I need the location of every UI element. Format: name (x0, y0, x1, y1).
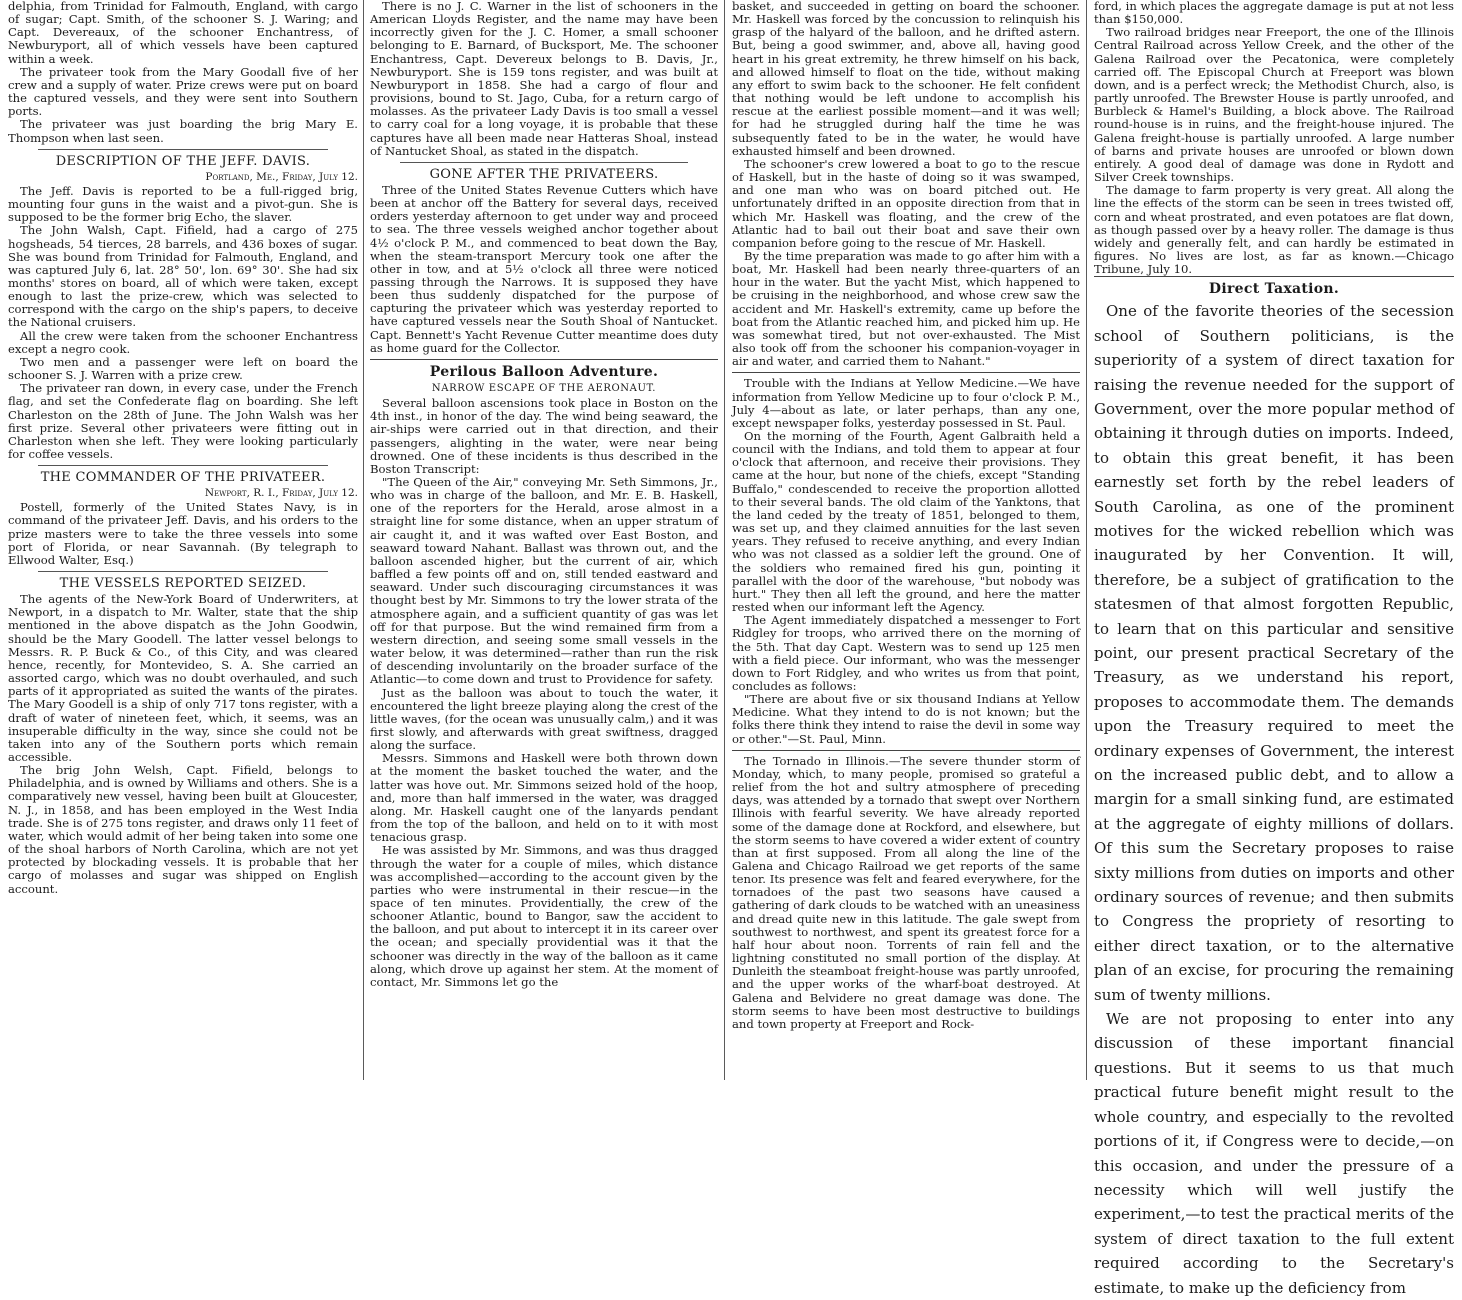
column-3 (728, 0, 1084, 1080)
paragraph: The agents of the New-York Board of Underwriters, at Newport, in a dispatch to Mr. Walter, state that the ship mentioned in the above dispatch as the John Goodwin, should be the Mary Goodell. The latter vessel belongs to Messrs. R. P. Buck & Co., of this City, and was cleared hence, recently, for Montevideo, S. A. She carried an assorted cargo, which was no doubt overhauled, and such parts of it appropriated as suited the wants of the pirates. The Mary Goodell is a ship of only 717 tons register, with a draft of water of nineteen feet, which, it seems, was an insuperable difficulty in the way, since she could not be taken into any of the Southern ports which remain accessible. (8, 592, 358, 764)
paragraph: "The Queen of the Air," conveying Mr. Seth Simmons, Jr., who was in charge of the balloon, and Mr. E. B. Haskell, one of the reporters for the Herald, arose almost in a straight line for some distance, when an upper stratum of air caught it, and it was wafted over East Boston, and seaward toward Nahant. Ballast was thrown out, and the balloon ascended higher, but the current of air, which baffled a few points off and on, still tended eastward and seaward. Under such discouraging circumstances it was thought best by Mr. Simmons to try the lower strata of the atmosphere again, and a sufficient quantity of gas was let off for that purpose. But the wind remained firm from a western direction, and seeing some small vessels in the water below, it was determined—rather than run the risk of descending involuntarily on the broader surface of the Atlantic—to come down and trust to Providence for safety. (370, 475, 718, 687)
paragraph: Messrs. Simmons and Haskell were both thrown down at the moment the basket touched the water, and the latter was hove out. Mr. Simmons seized hold of the hoop, and, more than half immersed in the water, was dragged along. Mr. Haskell caught one of the lanyards pendant from the top of the balloon, and held on to it with most tenacious grasp. (370, 751, 718, 845)
paragraph: Two men and a passenger were left on board the schooner S. J. Warren with a prize crew. (8, 354, 358, 383)
section-headline: THE VESSELS REPORTED SEIZED. (59, 576, 307, 592)
dateline: Portland, Me., Friday, July 12. (205, 170, 358, 183)
divider (38, 465, 328, 466)
article-headline: Direct Taxation. (1208, 281, 1340, 298)
paragraph: The Tornado in Illinois.—The severe thunder storm of Monday, which, to many people, promised so grateful a relief from the hot and sultry atmosphere of preceding days, was attended by a tornado that swept over Northern Illinois with fearful severity. We have already reported some of the damage done at Rockford, and elsewhere, but the storm seems to have covered a wider extent of country than at first supposed. From all along the line of the Galena and Chicago Railroad we get reports of the same tenor. Its presence was felt and feared everywhere, for the tornadoes of the past two seasons have caused a gathering of dark clouds to be watched with an uneasiness and dread quite new in this latitude. The gale swept from southwest to northwest, and spent its greatest force for a half hour about noon. Torrents of rain fell and the lightning constituted no small portion of the display. At Dunleith the steamboat freight-house was partly unroofed, and the upper works of the wharf-boat destroyed. At Galena and Belvidere no great damage was done. The storm seems to have been most destructive to buildings and town property at Freeport and Rock- (732, 753, 1080, 1031)
divider (370, 359, 718, 360)
paragraph: On the morning of the Fourth, Agent Galbraith held a council with the Indians, and told them to appear at four o'clock that afternoon, and receive their provisions. They came at the hour, but none of the chiefs, except "Standing Buffalo," condescended to receive the proportion allotted to their several bands. The old claim of the Yanktons, that the land ceded by the treaty of 1851, belonged to them, was set up, and they claimed annuities for the last seven years. They refused to receive anything, and every Indian who was not classed as a soldier left the ground. One of the soldiers who remained fired his gun, pointing it parallel with the door of the warehouse, "but nobody was hurt." They then all left the ground, and here the matter rested when our informant left the Agency. (732, 429, 1080, 615)
paragraph: One of the favorite theories of the secession school of Southern politicians, is the superiority of a system of direct taxation for raising the revenue needed for the support of Government, over the more popular method of obtaining it through duties on imports. Indeed, to obtain this great benefit, it has been earnestly set forth by the rebel leaders of South Carolina, as one of the prominent motives for the wicked rebellion which was inaugurated by her Convention. It will, therefore, be a subject of gratification to the statesmen of that almost forgotten Republic, to learn that on this particular and sensitive point, our present practical Secretary of the Treasury, as we understand his report, proposes to accommodate them. The demands upon the Treasury required to meet the ordinary expenses of Government, the interest on the increased public debt, and to allow a margin for a small sinking fund, are estimated at the aggregate of eighty millions of dollars. Of this sum the Secretary proposes to raise sixty millions from duties on imports and other ordinary sources of revenue; and then submits to Congress the propriety of resorting to either direct taxation, or to the alternative plan of an excise, for procuring the remaining sum of twenty millions. (1094, 302, 1454, 1004)
tornado-continuation (1094, 0, 1454, 276)
section-headline: DESCRIPTION OF THE JEFF. DAVIS. (55, 153, 311, 169)
paragraph: By the time preparation was made to go after him with a boat, Mr. Haskell had been nearly three-quarters of an hour in the water. But the yacht Mist, which happened to be cruising in the neighborhood, and whose crew saw the accident and Mr. Haskell's extremity, came up before the boat from the Atlantic reached him, and picked him up. He was somewhat tired, but not over-exhausted. The Mist also took off from the schooner his companion-voyager in air and water, and carried them to Nahant." (732, 248, 1080, 369)
paragraph: "There are about five or six thousand Indians at Yellow Medicine. What they intend to do is not known; but the folks there think they intend to raise the devil in some way or other."—St. Paul, Minn. (732, 692, 1080, 746)
divider (38, 149, 328, 150)
dateline: Newport, R. I., Friday, July 12. (204, 487, 358, 500)
divider (38, 571, 328, 572)
paragraph: We are not proposing to enter into any discussion of these important financial questions. But it seems to us that much practical future benefit might result to the whole country, and especially to the revolted portions of it, if Congress were to decide,—on this occasion, and under the pressure of a necessity which will well justify the experiment,—to test the practical merits of the system of direct taxation to the full extent required according to the Secretary's estimate, to make up the deficiency from (1094, 1010, 1454, 1297)
paragraph: He was assisted by Mr. Simmons, and was thus dragged through the water for a couple of miles, which distance was accomplished—according to the account given by the parties who were instrumental in their rescue—in the space of ten minutes. Providentially, the crew of the schooner Atlantic, bound to Bangor, saw the accident to the balloon, and put about to intercept it in its career over the ocean; and specially providential was it that the schooner was directly in the way of the balloon as it came along, which drove up against her stem. At the moment of contact, Mr. Simmons let go the (370, 843, 718, 989)
direct-taxation-article (1094, 276, 1454, 1300)
paragraph: Two railroad bridges near Freeport, the one of the Illinois Central Railroad across Yellow Creek, and the other of the Galena Railroad over the Pecatonica, were completely carried off. The Episcopal Church at Freeport was blown down, and is a perfect wreck; the Methodist Church, also, is partly unroofed. The Brewster House is partly unroofed, and Burbleck & Hamel's Building, a block above. The Railroad round-house is in ruins, and the freight-house injured. The Galena freight-house is partially unroofed. A large number of barns and private houses are unroofed or blown down entirely. A good deal of damage was done in Rydott and Silver Creek townships. (1094, 25, 1454, 185)
section-subheadline: NARROW ESCAPE OF THE AERONAUT. (431, 382, 657, 394)
paragraph: The John Walsh, Capt. Fifield, had a cargo of 275 hogsheads, 54 tierces, 28 barrels, and 436 boxes of sugar. She was bound from Trinidad for Falmouth, England, and was captured July 6, lat. 28° 50', lon. 69° 30'. She had six months' stores on board, all of which were taken, except enough to last the prize-crew, which was selected to correspond with the cargo on the ship's papers, to deceive the National cruisers. (8, 223, 358, 330)
paragraph: The privateer ran down, in every case, under the French flag, and set the Confederate flag on boarding. She left Charleston on the 28th of June. The John Walsh was her first prize. Several other privateers were fitting out in Charleston when she left. They were looking particularly for coffee vessels. (8, 381, 358, 461)
column-2 (366, 0, 722, 1080)
divider (732, 372, 1080, 373)
column-rule (1086, 0, 1087, 1080)
column-4 (1090, 0, 1458, 1297)
paragraph: basket, and succeeded in getting on board the schooner. Mr. Haskell was forced by the concussion to relinquish his grasp of the halyard of the balloon, and he drifted astern. But, being a good swimmer, and, above all, having good heart in his great extremity, he threw himself on his back, and allowed himself to float on the tide, without making any effort to swim back to the schooner. He felt confident that nothing would be left undone to accomplish his rescue at the earliest possible moment—and it was well; for had he struggled during half the time he was subsequently fated to be in the water, he would have exhausted himself and been drowned. (732, 0, 1080, 158)
paragraph: The schooner's crew lowered a boat to go to the rescue of Haskell, but in the haste of doing so it was swamped, and one man who was on board pitched out. He unfortunately drifted in an opposite direction from that in which Mr. Haskell was floating, and the crew of the Atlantic had to bail out their boat and save their own companion before going to the rescue of Mr. Haskell. (732, 156, 1080, 250)
paragraph: The privateer took from the Mary Goodall five of her crew and a supply of water. Prize crews were put on board the captured vessels, and they were sent into Southern ports. (8, 64, 358, 119)
paragraph: Several balloon ascensions took place in Boston on the 4th inst., in honor of the day. The wind being seaward, the air-ships were carried out in that direction, and their passengers, alighting in the water, were near being drowned. One of these incidents is thus described in the Boston Transcript: (370, 396, 718, 476)
paragraph: ford, in which places the aggregate damage is put at not less than $150,000. (1094, 0, 1454, 27)
paragraph: There is no J. C. Warner in the list of schooners in the American Lloyds Register, and the name may have been incorrectly given for the J. C. Homer, a small schooner belonging to E. Barnard, of Bucksport, Me. The schooner Enchantress, Capt. Devereux belongs to B. Davis, Jr., Newburyport. She is 159 tons register, and was built at Newburyport in 1858. She had a cargo of flour and provisions, bound to St. Jago, Cuba, for a return cargo of molasses. As the privateer Lady Davis is too small a vessel to carry coal for a long voyage, it is probable that these captures have all been made near Hatteras Shoal, instead of Nantucket Shoal, as stated in the dispatch. (370, 0, 718, 158)
section-headline: GONE AFTER THE PRIVATEERS. (429, 166, 659, 182)
article-body (1094, 299, 1454, 1300)
paragraph: The Agent immediately dispatched a messenger to Fort Ridgley for troops, who arrived there on the morning of the 5th. That day Capt. Western was to send up 125 men with a field piece. Our informant, who was the messenger down to Fort Ridgley, and who writes us from that point, concludes as follows: (732, 613, 1080, 693)
paragraph: Three of the United States Revenue Cutters which have been at anchor off the Battery for several days, received orders yesterday afternoon to get under way and proceed to sea. The three vessels weighed anchor together about 4½ o'clock P. M., and commenced to beat down the Bay, when the steam-transport Mercury took one after the other in tow, and at 5½ o'clock all three were noticed passing through the Narrows. It is supposed they have been thus suddenly dispatched for the purpose of capturing the privateer which was yesterday reported to have captured vessels near the South Shoal of Nantucket. Capt. Bennett's Yacht Revenue Cutter meantime does duty as home guard for the Collector. (370, 182, 718, 355)
divider (400, 162, 688, 163)
paragraph: The brig John Welsh, Capt. Fifield, belongs to Philadelphia, and is owned by Williams and others. She is a comparatively new vessel, having been built at Gloucester, N. J., in 1858, and has been employed in the West India trade. She is of 275 tons register, and draws only 11 feet of water, which would admit of her being taken into some one of the shoal harbors of North Carolina, which are not yet protected by blockading vessels. It is probable that her cargo of molasses and sugar was shipped on English account. (8, 763, 358, 896)
paragraph: The damage to farm property is very great. All along the line the effects of the storm can be seen in trees twisted off, corn and wheat prostrated, and even potatoes are flat down, as though passed over by a heavy roller. The damage is thus widely and generally felt, and can hardly be estimated in figures. No lives are lost, as far as known.—Chicago Tribune, July 10. (1094, 183, 1454, 277)
section-headline: THE COMMANDER OF THE PRIVATEER. (40, 470, 326, 486)
column-rule (724, 0, 725, 1080)
paragraph: delphia, from Trinidad for Falmouth, England, with cargo of sugar; Capt. Smith, of the schooner S. J. Waring; and Capt. Devereaux, of the schooner Enchantress, of Newburyport, all of which vessels have been captured within a week. (8, 0, 358, 66)
section-headline: Perilous Balloon Adventure. (429, 363, 659, 380)
paragraph: Just as the balloon was about to touch the water, it encountered the light breeze playing along the crest of the little waves, (for the ocean was unusually calm,) and it was first slowly, and afterwards with great swiftness, dragged along the surface. (370, 685, 718, 753)
paragraph: Postell, formerly of the United States Navy, is in command of the privateer Jeff. Davis, and his orders to the prize masters were to take the three vessels into some port of Florida, or near Savannah. (By telegraph to Ellwood Walter, Esq.) (8, 500, 358, 567)
paragraph: All the crew were taken from the schooner Enchantress except a negro cook. (8, 328, 358, 356)
divider (732, 750, 1080, 751)
paragraph: The privateer was just boarding the brig Mary E. Thompson when last seen. (8, 117, 358, 145)
paragraph: Trouble with the Indians at Yellow Medicine.—We have information from Yellow Medicine up to four o'clock P. M., July 4—about as late, or later perhaps, than any one, except newspaper folks, yesterday possessed in St. Paul. (732, 376, 1080, 430)
paragraph: The Jeff. Davis is reported to be a full-rigged brig, mounting four guns in the waist and a pivot-gun. She is supposed to be the former brig Echo, the slaver. (8, 183, 358, 225)
column-1 (4, 0, 362, 1080)
column-rule (363, 0, 364, 1080)
